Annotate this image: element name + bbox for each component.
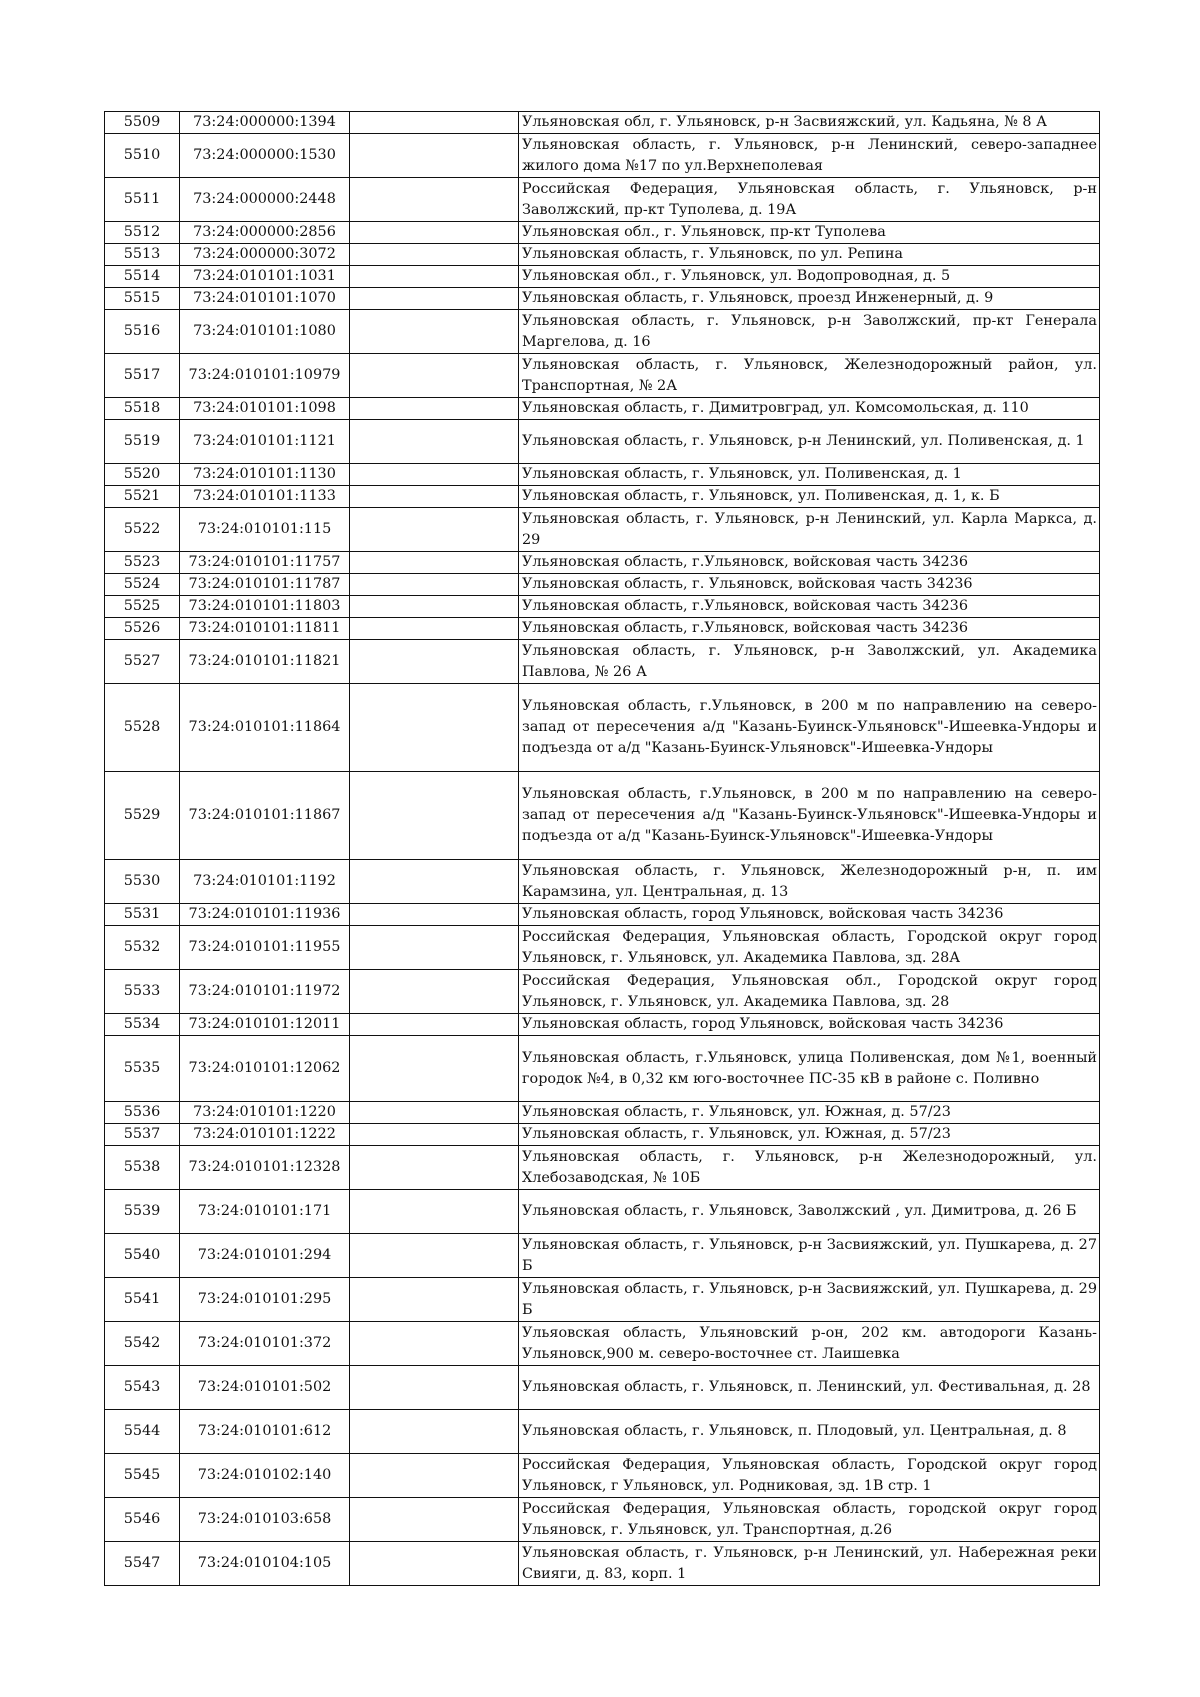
- cadastral-number: 73:24:010103:658: [180, 1498, 350, 1542]
- cadastral-number: 73:24:010101:12328: [180, 1146, 350, 1190]
- row-number: 5511: [105, 178, 180, 222]
- address-cell: Ульяновская область, город Ульяновск, войсковая часть 34236: [519, 904, 1100, 926]
- table-row: [105, 1278, 1100, 1322]
- table-row: [105, 1498, 1100, 1542]
- empty-cell: [350, 1124, 519, 1146]
- table-row: [105, 134, 1100, 178]
- table-row: [105, 1542, 1100, 1586]
- address-cell: Ульяновская область, г. Ульяновск, р-н Ленинский, северо-западнее жилого дома №17 по ул.Верхнеполевая: [519, 134, 1100, 178]
- row-number: 5517: [105, 354, 180, 398]
- row-number: 5535: [105, 1036, 180, 1102]
- row-number: 5538: [105, 1146, 180, 1190]
- address-cell: Ульяновская область, г. Ульяновск, р-н Ленинский, ул. Набережная реки Свияги, д. 83, корп. 1: [519, 1542, 1100, 1586]
- empty-cell: [350, 464, 519, 486]
- empty-cell: [350, 860, 519, 904]
- cadastral-number: 73:24:010101:612: [180, 1410, 350, 1454]
- address-cell: Ульяновская область, г. Ульяновск, р-н Ленинский, ул. Карла Маркса, д. 29: [519, 508, 1100, 552]
- table-row: [105, 904, 1100, 926]
- empty-cell: [350, 552, 519, 574]
- row-number: 5534: [105, 1014, 180, 1036]
- address-cell: Ульяновская область, г. Ульяновск, войсковая часть 34236: [519, 574, 1100, 596]
- table-row: [105, 1102, 1100, 1124]
- cadastral-number: 73:24:010101:372: [180, 1322, 350, 1366]
- cadastral-number: 73:24:010101:1121: [180, 420, 350, 464]
- address-cell: Ульяновская область, г.Ульяновск, войсковая часть 34236: [519, 618, 1100, 640]
- row-number: 5524: [105, 574, 180, 596]
- empty-cell: [350, 222, 519, 244]
- table-row: [105, 266, 1100, 288]
- address-cell: Ульяновская область, г. Ульяновск, ул. Южная, д. 57/23: [519, 1124, 1100, 1146]
- empty-cell: [350, 1234, 519, 1278]
- address-cell: Ульяновская область, г. Ульяновск, р-н Заволжский, ул. Академика Павлова, № 26 А: [519, 640, 1100, 684]
- empty-cell: [350, 1366, 519, 1410]
- table-row: [105, 1190, 1100, 1234]
- row-number: 5509: [105, 112, 180, 134]
- row-number: 5542: [105, 1322, 180, 1366]
- table-row: [105, 1366, 1100, 1410]
- row-number: 5541: [105, 1278, 180, 1322]
- table-row: [105, 464, 1100, 486]
- row-number: 5516: [105, 310, 180, 354]
- table-row: [105, 1014, 1100, 1036]
- empty-cell: [350, 420, 519, 464]
- table-row: [105, 508, 1100, 552]
- empty-cell: [350, 640, 519, 684]
- address-cell: Ульяновская область, г. Ульяновск, ул. Южная, д. 57/23: [519, 1102, 1100, 1124]
- cadastral-number: 73:24:010101:1070: [180, 288, 350, 310]
- empty-cell: [350, 574, 519, 596]
- row-number: 5529: [105, 772, 180, 860]
- address-cell: Ульяновская область, г. Ульяновск, р-н Заволжский, пр-кт Генерала Маргелова, д. 16: [519, 310, 1100, 354]
- row-number: 5546: [105, 1498, 180, 1542]
- cadastral-number: 73:24:010101:11955: [180, 926, 350, 970]
- empty-cell: [350, 1014, 519, 1036]
- table-row: [105, 486, 1100, 508]
- cadastral-number: 73:24:010101:1220: [180, 1102, 350, 1124]
- table-row: [105, 1322, 1100, 1366]
- empty-cell: [350, 112, 519, 134]
- empty-cell: [350, 398, 519, 420]
- cadastral-number: 73:24:010101:1133: [180, 486, 350, 508]
- address-cell: Ульяновская область, г. Ульяновск, проезд Инженерный, д. 9: [519, 288, 1100, 310]
- empty-cell: [350, 904, 519, 926]
- address-cell: Ульяновская область, г.Ульяновск, в 200 м по направлению на северо-запад от пересечения а/д "Казань-Буинск-Ульяновск"-Ишеевка-Ундоры и подъезда от а/д "Казань-Буинск-Ульяновск"-Ишеевка-Ундоры: [519, 684, 1100, 772]
- cadastral-number: 73:24:000000:2448: [180, 178, 350, 222]
- cadastral-number: 73:24:000000:1530: [180, 134, 350, 178]
- row-number: 5520: [105, 464, 180, 486]
- table-row: [105, 1454, 1100, 1498]
- table-row: [105, 310, 1100, 354]
- address-cell: Ульяновская область, г.Ульяновск, войсковая часть 34236: [519, 552, 1100, 574]
- cadastral-number: 73:24:000000:2856: [180, 222, 350, 244]
- address-cell: Ульяновская область, г. Ульяновск, Заволжский , ул. Димитрова, д. 26 Б: [519, 1190, 1100, 1234]
- address-cell: Российская Федерация, Ульяновская область, г. Ульяновск, р-н Заволжский, пр-кт Туполева, д. 19А: [519, 178, 1100, 222]
- table-row: [105, 288, 1100, 310]
- address-cell: Российская Федерация, Ульяновская область, городской округ город Ульяновск, г. Ульяновск, ул. Транспортная, д.26: [519, 1498, 1100, 1542]
- row-number: 5515: [105, 288, 180, 310]
- registry-table-body: [105, 112, 1100, 1586]
- address-cell: Ульяновская область, город Ульяновск, войсковая часть 34236: [519, 1014, 1100, 1036]
- row-number: 5530: [105, 860, 180, 904]
- row-number: 5527: [105, 640, 180, 684]
- address-cell: Ульяновская область, г. Ульяновск, ул. Поливенская, д. 1, к. Б: [519, 486, 1100, 508]
- address-cell: Ульяновская обл., г. Ульяновск, ул. Водопроводная, д. 5: [519, 266, 1100, 288]
- cadastral-number: 73:24:010101:11811: [180, 618, 350, 640]
- table-row: [105, 596, 1100, 618]
- table-row: [105, 970, 1100, 1014]
- empty-cell: [350, 310, 519, 354]
- cadastral-number: 73:24:010101:294: [180, 1234, 350, 1278]
- empty-cell: [350, 134, 519, 178]
- empty-cell: [350, 1410, 519, 1454]
- address-cell: Ульяновская область, г.Ульяновск, войсковая часть 34236: [519, 596, 1100, 618]
- row-number: 5525: [105, 596, 180, 618]
- empty-cell: [350, 1190, 519, 1234]
- table-row: [105, 684, 1100, 772]
- empty-cell: [350, 354, 519, 398]
- cadastral-number: 73:24:010101:1130: [180, 464, 350, 486]
- cadastral-number: 73:24:010101:10979: [180, 354, 350, 398]
- row-number: 5531: [105, 904, 180, 926]
- row-number: 5519: [105, 420, 180, 464]
- table-row: [105, 772, 1100, 860]
- address-cell: Российская Федерация, Ульяновская область, Городской округ город Ульяновск, г Ульяновск, ул. Родниковая, зд. 1В стр. 1: [519, 1454, 1100, 1498]
- address-cell: Ульяновская область, г. Димитровград, ул. Комсомольская, д. 110: [519, 398, 1100, 420]
- empty-cell: [350, 1102, 519, 1124]
- address-cell: Ульяновская область, г. Ульяновск, р-н Засвияжский, ул. Пушкарева, д. 29 Б: [519, 1278, 1100, 1322]
- table-row: [105, 354, 1100, 398]
- row-number: 5532: [105, 926, 180, 970]
- address-cell: Ульяновская область, г. Ульяновск, Железнодорожный р-н, п. им Карамзина, ул. Центральная, д. 13: [519, 860, 1100, 904]
- table-row: [105, 640, 1100, 684]
- cadastral-number: 73:24:010101:1098: [180, 398, 350, 420]
- cadastral-number: 73:24:010101:115: [180, 508, 350, 552]
- table-row: [105, 178, 1100, 222]
- table-row: [105, 1410, 1100, 1454]
- address-cell: Ульяновская область, г. Ульяновск, п. Ленинский, ул. Фестивальная, д. 28: [519, 1366, 1100, 1410]
- empty-cell: [350, 244, 519, 266]
- empty-cell: [350, 596, 519, 618]
- address-cell: Ульяновская область, г. Ульяновск, ул. Поливенская, д. 1: [519, 464, 1100, 486]
- row-number: 5522: [105, 508, 180, 552]
- row-number: 5518: [105, 398, 180, 420]
- address-cell: Ульяовская область, Ульяновский р-он, 202 км. автодороги Казань-Ульяновск,900 м. северо-восточнее ст. Лаишевка: [519, 1322, 1100, 1366]
- address-cell: Ульяновская область, г. Ульяновск, р-н Засвияжский, ул. Пушкарева, д. 27 Б: [519, 1234, 1100, 1278]
- empty-cell: [350, 772, 519, 860]
- row-number: 5536: [105, 1102, 180, 1124]
- address-cell: Ульяновская обл., г. Ульяновск, пр-кт Туполева: [519, 222, 1100, 244]
- empty-cell: [350, 1146, 519, 1190]
- row-number: 5545: [105, 1454, 180, 1498]
- row-number: 5512: [105, 222, 180, 244]
- row-number: 5540: [105, 1234, 180, 1278]
- cadastral-number: 73:24:010101:12011: [180, 1014, 350, 1036]
- table-row: [105, 244, 1100, 266]
- table-row: [105, 1036, 1100, 1102]
- table-row: [105, 1146, 1100, 1190]
- cadastral-number: 73:24:010101:11821: [180, 640, 350, 684]
- table-row: [105, 420, 1100, 464]
- address-cell: Ульяновская область, г. Ульяновск, р-н Железнодорожный, ул. Хлебозаводская, № 10Б: [519, 1146, 1100, 1190]
- row-number: 5521: [105, 486, 180, 508]
- empty-cell: [350, 1454, 519, 1498]
- row-number: 5544: [105, 1410, 180, 1454]
- row-number: 5513: [105, 244, 180, 266]
- empty-cell: [350, 266, 519, 288]
- row-number: 5533: [105, 970, 180, 1014]
- cadastral-number: 73:24:010101:11864: [180, 684, 350, 772]
- row-number: 5547: [105, 1542, 180, 1586]
- address-cell: Ульяновская область, г. Ульяновск, р-н Ленинский, ул. Поливенская, д. 1: [519, 420, 1100, 464]
- cadastral-number: 73:24:010101:1222: [180, 1124, 350, 1146]
- table-row: [105, 860, 1100, 904]
- empty-cell: [350, 508, 519, 552]
- cadastral-number: 73:24:010101:1192: [180, 860, 350, 904]
- row-number: 5510: [105, 134, 180, 178]
- address-cell: Российская Федерация, Ульяновская обл., Городской округ город Ульяновск, г. Ульяновск, ул. Академика Павлова, зд. 28: [519, 970, 1100, 1014]
- table-row: [105, 398, 1100, 420]
- table-row: [105, 222, 1100, 244]
- registry-table: [104, 111, 1100, 1586]
- table-row: [105, 112, 1100, 134]
- address-cell: Ульяновская область, г. Ульяновск, Железнодорожный район, ул. Транспортная, № 2А: [519, 354, 1100, 398]
- address-cell: Ульяновская обл, г. Ульяновск, р-н Засвияжский, ул. Кадьяна, № 8 А: [519, 112, 1100, 134]
- empty-cell: [350, 1498, 519, 1542]
- empty-cell: [350, 486, 519, 508]
- address-cell: Российская Федерация, Ульяновская область, Городской округ город Ульяновск, г. Ульяновск, ул. Академика Павлова, зд. 28А: [519, 926, 1100, 970]
- row-number: 5523: [105, 552, 180, 574]
- table-row: [105, 926, 1100, 970]
- cadastral-number: 73:24:010101:171: [180, 1190, 350, 1234]
- cadastral-number: 73:24:010102:140: [180, 1454, 350, 1498]
- cadastral-number: 73:24:010101:11757: [180, 552, 350, 574]
- row-number: 5514: [105, 266, 180, 288]
- cadastral-number: 73:24:010101:11867: [180, 772, 350, 860]
- table-row: [105, 574, 1100, 596]
- empty-cell: [350, 288, 519, 310]
- empty-cell: [350, 1036, 519, 1102]
- row-number: 5539: [105, 1190, 180, 1234]
- empty-cell: [350, 178, 519, 222]
- empty-cell: [350, 1278, 519, 1322]
- cadastral-number: 73:24:010101:12062: [180, 1036, 350, 1102]
- table-row: [105, 1234, 1100, 1278]
- table-row: [105, 552, 1100, 574]
- address-cell: Ульяновская область, г. Ульяновск, по ул. Репина: [519, 244, 1100, 266]
- cadastral-number: 73:24:010101:11803: [180, 596, 350, 618]
- empty-cell: [350, 618, 519, 640]
- row-number: 5526: [105, 618, 180, 640]
- empty-cell: [350, 684, 519, 772]
- cadastral-number: 73:24:010101:502: [180, 1366, 350, 1410]
- address-cell: Ульяновская область, г.Ульяновск, в 200 м по направлению на северо-запад от пересечения а/д "Казань-Буинск-Ульяновск"-Ишеевка-Ундоры и подъезда от а/д "Казань-Буинск-Ульяновск"-Ишеевка-Ундоры: [519, 772, 1100, 860]
- address-cell: Ульяновская область, г.Ульяновск, улица Поливенская, дом №1, военный городок №4, в 0,32 км юго-восточнее ПС-35 кВ в районе с. Поливно: [519, 1036, 1100, 1102]
- cadastral-number: 73:24:010101:11787: [180, 574, 350, 596]
- table-row: [105, 1124, 1100, 1146]
- cadastral-number: 73:24:000000:1394: [180, 112, 350, 134]
- cadastral-number: 73:24:010101:295: [180, 1278, 350, 1322]
- cadastral-number: 73:24:010101:1031: [180, 266, 350, 288]
- table-row: [105, 618, 1100, 640]
- row-number: 5543: [105, 1366, 180, 1410]
- empty-cell: [350, 1542, 519, 1586]
- cadastral-number: 73:24:010104:105: [180, 1542, 350, 1586]
- row-number: 5537: [105, 1124, 180, 1146]
- row-number: 5528: [105, 684, 180, 772]
- cadastral-number: 73:24:010101:11972: [180, 970, 350, 1014]
- address-cell: Ульяновская область, г. Ульяновск, п. Плодовый, ул. Центральная, д. 8: [519, 1410, 1100, 1454]
- cadastral-number: 73:24:000000:3072: [180, 244, 350, 266]
- cadastral-number: 73:24:010101:1080: [180, 310, 350, 354]
- empty-cell: [350, 970, 519, 1014]
- cadastral-number: 73:24:010101:11936: [180, 904, 350, 926]
- empty-cell: [350, 1322, 519, 1366]
- empty-cell: [350, 926, 519, 970]
